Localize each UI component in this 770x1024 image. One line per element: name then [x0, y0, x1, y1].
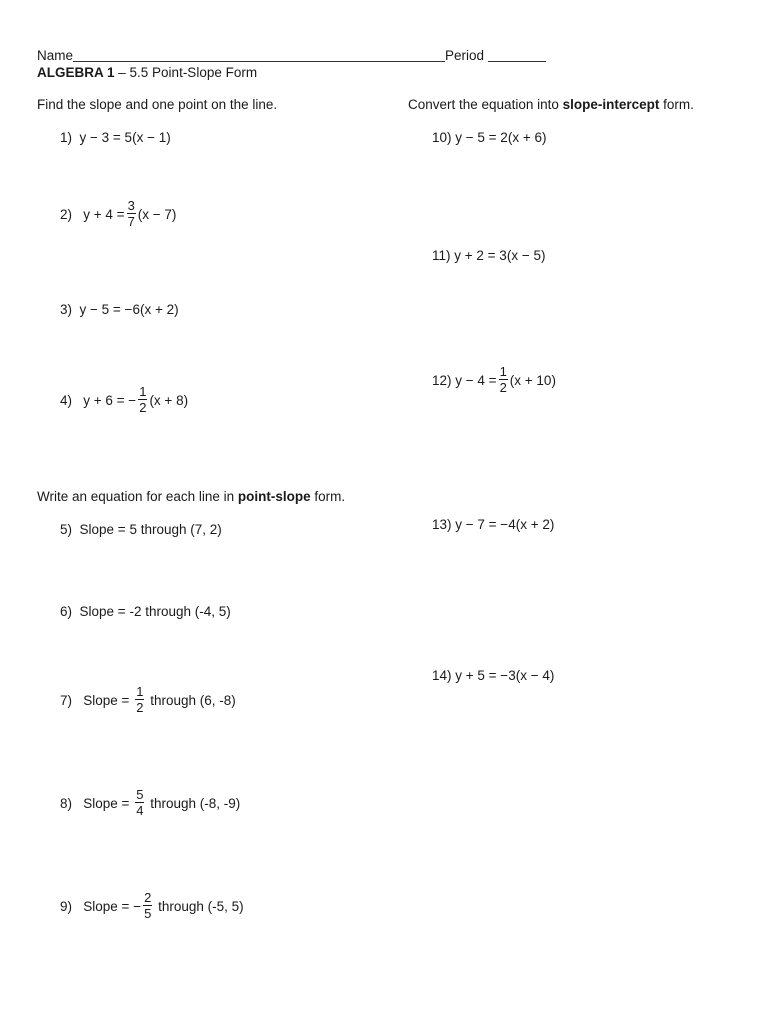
fraction [499, 365, 508, 394]
problem-number: 5) [60, 522, 73, 537]
section3-instruction-post: form. [310, 489, 346, 504]
period-field[interactable] [488, 60, 546, 62]
equation-left: y − 4 = [455, 373, 497, 388]
equation-right: through (6, -8) [150, 693, 236, 708]
section3-instruction-bold: point-slope [237, 489, 311, 504]
section3-instruction-pre: Write an equation for each line in [37, 489, 238, 504]
fraction [127, 199, 136, 228]
course-title: ALGEBRA 1 [37, 65, 115, 80]
name-field[interactable] [73, 60, 445, 62]
problem-number: 4) [60, 393, 73, 408]
equation-left: Slope = [83, 693, 130, 708]
problem-10 [432, 130, 546, 145]
section2-instruction-post: form. [659, 97, 694, 112]
fraction-denominator: 5 [144, 906, 152, 921]
problem-1 [60, 130, 171, 145]
section2-instruction [408, 97, 694, 112]
problem-equation: y − 7 = −4(x + 2) [455, 517, 555, 532]
problem-equation: y − 5 = 2(x + 6) [455, 130, 547, 145]
fraction-numerator: 1 [136, 684, 144, 699]
fraction-denominator: 7 [127, 214, 135, 229]
problem-number: 11) [432, 248, 451, 263]
section3-instruction [37, 489, 345, 504]
name-line [37, 48, 546, 63]
problem-number: 3) [60, 302, 73, 317]
problem-equation: y + 2 = 3(x − 5) [454, 248, 546, 263]
problem-equation: y + 5 = −3(x − 4) [455, 668, 555, 683]
fraction-numerator: 3 [127, 198, 135, 213]
problem-number: 8) [60, 796, 73, 811]
problem-3 [60, 302, 179, 317]
problem-2 [60, 200, 176, 229]
problem-number: 1) [60, 130, 73, 145]
problem-number: 2) [60, 207, 73, 222]
equation-left: y + 4 = [83, 207, 125, 222]
equation-right: (x + 10) [509, 373, 556, 388]
fraction [143, 891, 152, 920]
equation-right: (x − 7) [137, 207, 177, 222]
fraction-denominator: 4 [136, 803, 144, 818]
fraction-denominator: 2 [499, 380, 507, 395]
problem-12 [432, 366, 556, 395]
fraction-numerator: 2 [144, 890, 152, 905]
problem-number: 14) [432, 668, 452, 683]
problem-number: 13) [432, 517, 452, 532]
problem-14 [432, 668, 554, 683]
period-label: Period [445, 48, 485, 63]
problem-13 [432, 517, 554, 532]
fraction-denominator: 2 [139, 400, 147, 415]
section2-instruction-pre: Convert the equation into [408, 97, 563, 112]
problem-number: 12) [432, 373, 452, 388]
problem-number: 7) [60, 693, 73, 708]
problem-7 [60, 686, 236, 715]
problem-number: 6) [60, 604, 73, 619]
fraction-numerator: 1 [499, 364, 507, 379]
fraction [135, 685, 144, 714]
fraction-numerator: 5 [136, 787, 144, 802]
fraction-numerator: 1 [139, 384, 147, 399]
problem-number: 10) [432, 130, 452, 145]
problem-equation: Slope = 5 through (7, 2) [79, 522, 222, 537]
problem-5 [60, 522, 222, 537]
problem-number: 9) [60, 899, 73, 914]
equation-right: through (-5, 5) [158, 899, 244, 914]
problem-equation: y − 3 = 5(x − 1) [79, 130, 171, 145]
problem-11 [432, 248, 545, 263]
problem-equation: y − 5 = −6(x + 2) [79, 302, 179, 317]
equation-left: Slope = [83, 796, 130, 811]
problem-6 [60, 604, 231, 619]
section2-instruction-bold: slope-intercept [562, 97, 660, 112]
problem-4 [60, 386, 188, 415]
problem-9 [60, 892, 244, 921]
problem-8 [60, 789, 240, 818]
page-title [37, 65, 257, 80]
section1-instruction: Find the slope and one point on the line. [37, 97, 278, 112]
equation-left: Slope = − [83, 899, 142, 914]
equation-right: through (-8, -9) [150, 796, 241, 811]
problem-equation: Slope = -2 through (-4, 5) [79, 604, 231, 619]
fraction [135, 788, 144, 817]
equation-left: y + 6 = − [83, 393, 137, 408]
section-title: – 5.5 Point-Slope Form [114, 65, 258, 80]
fraction [138, 385, 147, 414]
name-label: Name [37, 48, 74, 63]
fraction-denominator: 2 [136, 700, 144, 715]
equation-right: (x + 8) [149, 393, 189, 408]
